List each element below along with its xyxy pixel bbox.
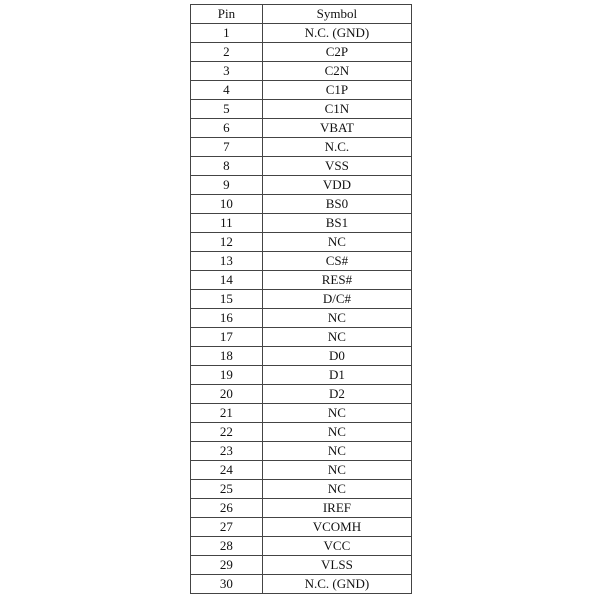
- table-row: [191, 176, 412, 195]
- pin-column-header: Pin: [191, 5, 263, 24]
- pin-symbol-cell: VBAT: [262, 119, 411, 138]
- pin-symbol-cell: D1: [262, 366, 411, 385]
- pin-symbol-cell: C1P: [262, 81, 411, 100]
- pin-symbol-cell: VCC: [262, 537, 411, 556]
- pin-number-cell: 14: [191, 271, 263, 290]
- table-row: [191, 24, 412, 43]
- table-row: [191, 157, 412, 176]
- pin-number-cell: 19: [191, 366, 263, 385]
- pin-symbol-cell: D2: [262, 385, 411, 404]
- table-row: [191, 81, 412, 100]
- pin-number-cell: 9: [191, 176, 263, 195]
- table-row: [191, 537, 412, 556]
- pin-number-cell: 30: [191, 575, 263, 594]
- table-row: [191, 233, 412, 252]
- table-row: [191, 271, 412, 290]
- pin-symbol-cell: C2P: [262, 43, 411, 62]
- pin-number-cell: 20: [191, 385, 263, 404]
- pin-symbol-cell: NC: [262, 442, 411, 461]
- table-row: [191, 366, 412, 385]
- pin-symbol-cell: NC: [262, 233, 411, 252]
- pin-number-cell: 17: [191, 328, 263, 347]
- table-row: [191, 575, 412, 594]
- table-row: [191, 100, 412, 119]
- table-row: [191, 442, 412, 461]
- pin-number-cell: 28: [191, 537, 263, 556]
- pin-symbol-cell: N.C. (GND): [262, 24, 411, 43]
- pin-number-cell: 16: [191, 309, 263, 328]
- pin-number-cell: 21: [191, 404, 263, 423]
- pin-number-cell: 18: [191, 347, 263, 366]
- pin-number-cell: 4: [191, 81, 263, 100]
- table-row: [191, 195, 412, 214]
- table-row: [191, 43, 412, 62]
- pin-symbol-cell: N.C.: [262, 138, 411, 157]
- table-row: [191, 404, 412, 423]
- pin-number-cell: 10: [191, 195, 263, 214]
- pin-number-cell: 6: [191, 119, 263, 138]
- pin-number-cell: 26: [191, 499, 263, 518]
- pin-symbol-cell: RES#: [262, 271, 411, 290]
- pin-symbol-cell: CS#: [262, 252, 411, 271]
- header-row: [191, 5, 412, 24]
- table-row: [191, 461, 412, 480]
- pin-symbol-cell: BS0: [262, 195, 411, 214]
- pin-symbol-cell: VSS: [262, 157, 411, 176]
- pin-symbol-cell: D0: [262, 347, 411, 366]
- table-row: [191, 328, 412, 347]
- pin-number-cell: 5: [191, 100, 263, 119]
- table-row: [191, 499, 412, 518]
- pin-symbol-cell: VDD: [262, 176, 411, 195]
- pin-number-cell: 1: [191, 24, 263, 43]
- symbol-column-header: Symbol: [262, 5, 411, 24]
- table-row: [191, 480, 412, 499]
- pin-number-cell: 29: [191, 556, 263, 575]
- pin-symbol-cell: VCOMH: [262, 518, 411, 537]
- pin-symbol-cell: NC: [262, 404, 411, 423]
- pin-symbol-cell: C2N: [262, 62, 411, 81]
- pin-number-cell: 24: [191, 461, 263, 480]
- pin-number-cell: 13: [191, 252, 263, 271]
- pin-rows: [191, 24, 412, 594]
- pin-number-cell: 15: [191, 290, 263, 309]
- table-row: [191, 62, 412, 81]
- table-row: [191, 385, 412, 404]
- pin-number-cell: 23: [191, 442, 263, 461]
- pin-symbol-cell: NC: [262, 309, 411, 328]
- pin-symbol-cell: VLSS: [262, 556, 411, 575]
- pin-symbol-cell: NC: [262, 328, 411, 347]
- table-row: [191, 347, 412, 366]
- pin-symbol-cell: NC: [262, 480, 411, 499]
- pin-number-cell: 22: [191, 423, 263, 442]
- table-row: [191, 423, 412, 442]
- pin-number-cell: 12: [191, 233, 263, 252]
- table-row: [191, 119, 412, 138]
- table-row: [191, 214, 412, 233]
- pin-symbol-cell: IREF: [262, 499, 411, 518]
- table-row: [191, 138, 412, 157]
- pin-number-cell: 7: [191, 138, 263, 157]
- table-row: [191, 290, 412, 309]
- pin-symbol-cell: NC: [262, 461, 411, 480]
- pin-number-cell: 8: [191, 157, 263, 176]
- pin-number-cell: 2: [191, 43, 263, 62]
- pin-symbol-cell: C1N: [262, 100, 411, 119]
- pin-symbol-cell: NC: [262, 423, 411, 442]
- pin-number-cell: 3: [191, 62, 263, 81]
- table-row: [191, 518, 412, 537]
- pin-symbol-cell: D/C#: [262, 290, 411, 309]
- pin-table: [190, 4, 412, 594]
- pin-symbol-cell: BS1: [262, 214, 411, 233]
- table-row: [191, 556, 412, 575]
- table-row: [191, 252, 412, 271]
- pin-number-cell: 11: [191, 214, 263, 233]
- pin-symbol-cell: N.C. (GND): [262, 575, 411, 594]
- pin-number-cell: 27: [191, 518, 263, 537]
- pin-number-cell: 25: [191, 480, 263, 499]
- table-row: [191, 309, 412, 328]
